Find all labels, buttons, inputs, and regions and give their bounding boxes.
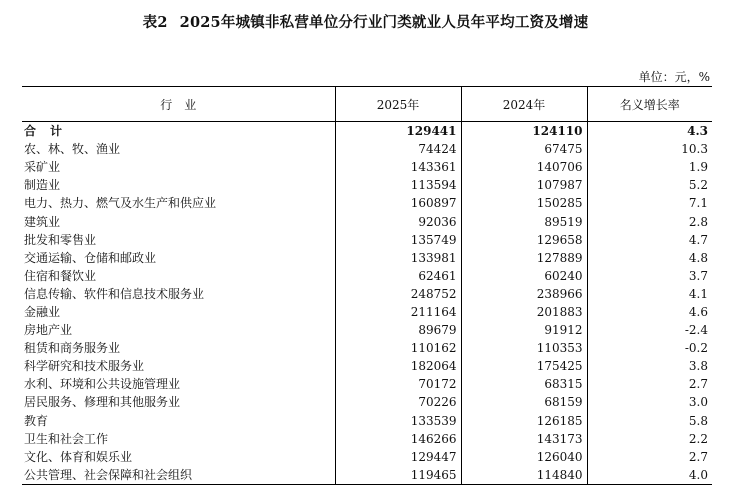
wage-2024-cell: 91912 [461,321,587,339]
wage-2024-cell: 124110 [461,122,587,141]
wage-2025-cell: 211164 [335,303,461,321]
industry-cell: 住宿和餐饮业 [24,268,97,283]
table-row [22,430,712,448]
growth-rate-cell: 4.8 [587,249,712,267]
table-row [22,212,712,230]
table-row [22,357,712,375]
table-row [22,466,712,485]
growth-rate-cell: 5.8 [587,412,712,430]
table-row [22,448,712,466]
growth-rate-cell: 4.6 [587,303,712,321]
table-row [22,267,712,285]
wage-2025-cell: 182064 [335,357,461,375]
growth-rate-cell: 2.7 [587,375,712,393]
wage-2025-cell: 143361 [335,158,461,176]
wage-2025-cell: 129441 [335,122,461,141]
wage-2025-cell: 70172 [335,375,461,393]
industry-cell: 房地产业 [24,323,73,338]
wage-2025-cell: 110162 [335,339,461,357]
unit-note: 单位：元，% [638,70,710,84]
header-row [22,87,712,122]
industry-cell: 教育 [24,413,49,428]
wage-2024-cell: 201883 [461,303,587,321]
wage-2024-cell: 126185 [461,412,587,430]
table-body [22,122,712,485]
industry-cell: 金融业 [24,304,61,319]
wage-2024-cell: 127889 [461,249,587,267]
wage-2024-cell: 126040 [461,448,587,466]
wage-2024-cell: 175425 [461,357,587,375]
growth-rate-cell: 5.2 [587,176,712,194]
total-row [22,122,712,141]
industry-cell: 建筑业 [24,214,61,229]
growth-rate-cell: 4.7 [587,231,712,249]
industry-cell: 交通运输、仓储和邮政业 [24,250,157,265]
header-growth: 名义增长率 [587,87,712,122]
table-row [22,176,712,194]
wage-2025-cell: 135749 [335,231,461,249]
table-row [22,339,712,357]
wage-2024-cell: 238966 [461,285,587,303]
industry-cell: 合计 [24,124,77,139]
industry-cell: 租赁和商务服务业 [24,341,121,356]
industry-cell: 批发和零售业 [24,232,97,247]
table-row [22,140,712,158]
wage-2025-cell: 248752 [335,285,461,303]
growth-rate-cell: -2.4 [587,321,712,339]
industry-cell: 农、林、牧、渔业 [24,142,121,157]
table-row [22,321,712,339]
header-2025: 2025年 [335,87,461,122]
growth-rate-cell: 2.7 [587,448,712,466]
wage-2024-cell: 89519 [461,212,587,230]
wage-2025-cell: 74424 [335,140,461,158]
table-number: 表2 [142,14,168,31]
table-row [22,231,712,249]
growth-rate-cell: 10.3 [587,140,712,158]
wage-2025-cell: 62461 [335,267,461,285]
table-row [22,375,712,393]
wage-2025-cell: 133539 [335,412,461,430]
table-title [0,11,731,32]
wage-2024-cell: 60240 [461,267,587,285]
growth-rate-cell: 2.2 [587,430,712,448]
industry-cell: 信息传输、软件和信息技术服务业 [24,286,205,301]
industry-cell: 卫生和社会工作 [24,431,109,446]
growth-rate-cell: -0.2 [587,339,712,357]
wage-2024-cell: 129658 [461,231,587,249]
industry-cell: 采矿业 [24,160,61,175]
wage-2024-cell: 107987 [461,176,587,194]
growth-rate-cell: 3.8 [587,357,712,375]
wage-2025-cell: 70226 [335,393,461,411]
wage-2025-cell: 92036 [335,212,461,230]
growth-rate-cell: 4.3 [587,122,712,141]
wage-2024-cell: 68159 [461,393,587,411]
table-row [22,158,712,176]
table-row [22,412,712,430]
wage-2024-cell: 68315 [461,375,587,393]
wage-2025-cell: 113594 [335,176,461,194]
wage-2024-cell: 110353 [461,339,587,357]
table-row [22,285,712,303]
industry-cell: 文化、体育和娱乐业 [24,449,133,464]
growth-rate-cell: 3.0 [587,393,712,411]
industry-cell: 电力、热力、燃气及水生产和供应业 [24,196,217,211]
wage-2024-cell: 140706 [461,158,587,176]
industry-cell: 水利、环境和公共设施管理业 [24,377,181,392]
header-2024: 2024年 [461,87,587,122]
wage-2025-cell: 160897 [335,194,461,212]
growth-rate-cell: 7.1 [587,194,712,212]
wage-2025-cell: 133981 [335,249,461,267]
table-row [22,303,712,321]
table-row [22,393,712,411]
growth-rate-cell: 1.9 [587,158,712,176]
wage-2024-cell: 150285 [461,194,587,212]
table-row [22,249,712,267]
growth-rate-cell: 4.0 [587,466,712,485]
wage-2025-cell: 119465 [335,466,461,485]
industry-cell: 科学研究和技术服务业 [24,359,145,374]
industry-cell: 公共管理、社会保障和社会组织 [22,466,335,485]
industry-cell: 居民服务、修理和其他服务业 [24,395,181,410]
wage-2025-cell: 89679 [335,321,461,339]
growth-rate-cell: 3.7 [587,267,712,285]
wage-2024-cell: 114840 [461,466,587,485]
growth-rate-cell: 4.1 [587,285,712,303]
wage-2025-cell: 146266 [335,430,461,448]
table-row [22,194,712,212]
industry-cell: 制造业 [24,178,61,193]
wage-table [22,86,712,485]
wage-2024-cell: 143173 [461,430,587,448]
wage-2024-cell: 67475 [461,140,587,158]
header-industry: 行 业 [22,87,335,122]
growth-rate-cell: 2.8 [587,212,712,230]
wage-2025-cell: 129447 [335,448,461,466]
table-title-text: 2025年城镇非私营单位分行业门类就业人员年平均工资及增速 [179,14,589,31]
